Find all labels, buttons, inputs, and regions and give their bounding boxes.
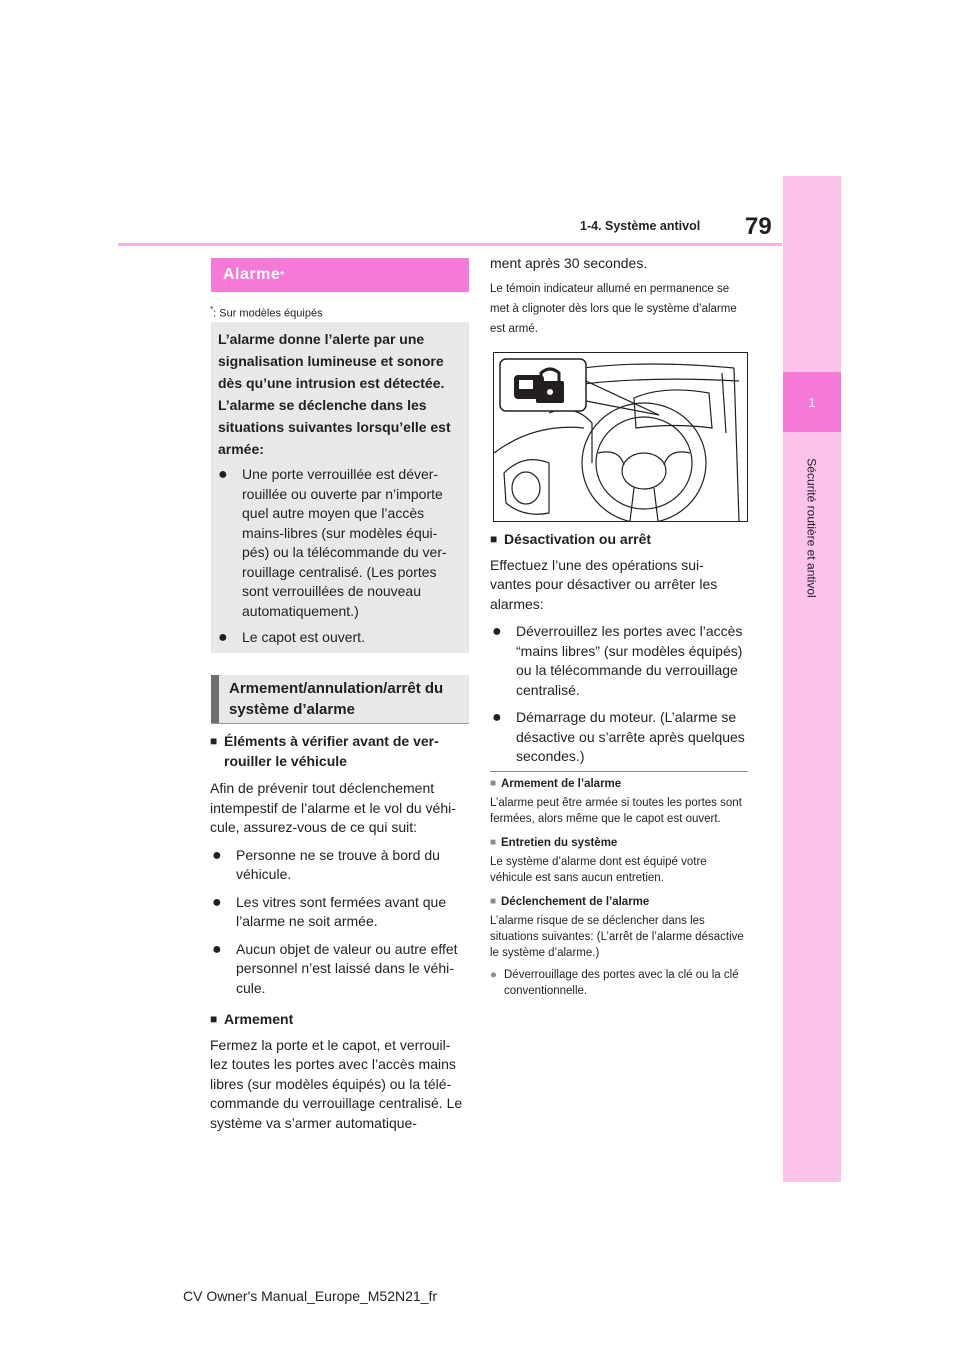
bullet-dot: ● (492, 709, 502, 726)
chapter-number: 1 (783, 372, 841, 432)
deactivation-bullet (490, 622, 748, 700)
note-text: L’alarme risque de se déclencher dans les situations suivantes: (L’arrêt de l’alarme désactive le système d’alarme.) (490, 915, 744, 959)
check-bullet (210, 893, 466, 932)
check-title (210, 732, 466, 771)
square-marker: ■ (490, 896, 497, 907)
note-title-text: Entretien du système (501, 837, 618, 849)
deactivation-block (490, 530, 748, 767)
check-bullet (210, 940, 466, 999)
indicator-text: Le témoin indicateur allumé en permanence se met à clignoter dès lors que le système d’alarme est armé. (490, 283, 737, 335)
alarm-heading (211, 258, 469, 292)
check-bullet-text: Aucun objet de valeur ou autre effet personnel n’est laissé dans le véhi- cule. (236, 940, 458, 996)
alarm-heading-text: Alarme (223, 266, 281, 283)
note-title (490, 894, 748, 910)
check-block (210, 732, 466, 1133)
check-bullet-text: Personne ne se trouve à bord du véhicule. (236, 846, 440, 882)
bullet-dot: ● (490, 969, 497, 981)
note-bullet-text: Déverrouillage des portes avec la clé ou la clé conventionnelle. (504, 969, 739, 997)
chapter-label: Sécurité routière et antivol (805, 457, 819, 598)
footnote-mark: * (210, 305, 214, 314)
square-marker: ■ (490, 532, 498, 546)
note-title-text: Armement de l’alarme (501, 778, 622, 790)
info-bullet (216, 465, 462, 621)
note-title (490, 835, 748, 851)
arming-heading: Armement/annulation/arrêt du système d’alarme (211, 675, 469, 723)
dashboard-drawing (494, 353, 747, 521)
square-marker: ■ (210, 1012, 218, 1026)
bullet-dot: ● (218, 629, 228, 646)
bullet-dot: ● (218, 466, 228, 483)
note-title-text: Déclenchement de l’alarme (501, 896, 650, 908)
square-marker: ■ (490, 837, 497, 848)
info-box-intro: L’alarme donne l’alerte par une signalisation lumineuse et sonore dès qu’une intrusion est détectée. L’alarme se déclenche dans les situations suivantes lorsqu’elle est armée: (218, 331, 451, 457)
footnote-text: : Sur modèles équipés (213, 307, 323, 320)
page-number: 79 (745, 213, 772, 240)
alarm-asterisk: * (280, 269, 285, 281)
bullet-dot: ● (212, 893, 222, 911)
deactivation-intro: Effectuez l’une des opérations sui- vantes pour désactiver ou arrêter les alarmes: (490, 556, 718, 612)
check-title-text: Éléments à vérifier avant de ver- rouiller le véhicule (224, 733, 439, 769)
check-bullet-text: Les vitres sont fermées avant que l’alarme ne soit armée. (236, 893, 447, 929)
note-title (490, 776, 748, 792)
note-text: L’alarme peut être armée si toutes les portes sont fermées, alors même que le capot est ouvert. (490, 797, 742, 825)
deactivation-bullet-text: Déverrouillez les portes avec l’accès “mains libres” (sur modèles équipés) ou la télécommande du verrouillage centralisé. (516, 623, 743, 698)
deactivation-title-text: Désactivation ou arrêt (504, 531, 652, 547)
header-rule (118, 243, 782, 246)
info-bullet-text: Le capot est ouvert. (242, 629, 365, 645)
section-title: 1-4. Système antivol (580, 219, 701, 233)
heading-rule (211, 723, 469, 724)
check-intro: Afin de prévenir tout déclenchement intempestif de l’alarme et le vol du véhi- cule, assurez-vous de ce qui suit: (210, 780, 456, 835)
deactivation-bullet (490, 708, 748, 767)
notes-block (490, 776, 748, 999)
arm-title (210, 1010, 466, 1030)
footer: CV Owner's Manual_Europe_M52N21_fr (183, 1288, 438, 1304)
bullet-dot: ● (492, 623, 502, 640)
footnote (210, 305, 323, 320)
check-bullet (210, 846, 466, 885)
deactivation-title (490, 530, 748, 550)
bullet-dot: ● (212, 940, 222, 958)
square-marker: ■ (210, 734, 218, 748)
note-text: Le système d’alarme dont est équipé votre véhicule est sans aucun entretien. (490, 856, 707, 884)
arm-text: Fermez la porte et le capot, et verrouil- lez toutes les portes avec l’accès mains libres (sur modèles équipés) ou la télé- commande du verrouillage centralisé. Le système va s’armer automatique- (210, 1036, 463, 1131)
note-bullet (490, 967, 748, 999)
arm-text-continued: ment après 30 secondes. (490, 255, 648, 271)
dashboard-illustration (493, 352, 748, 522)
deactivation-bullet-text: Démarrage du moteur. (L’alarme se désactive ou s’arrête après quelques secondes.) (516, 709, 745, 764)
square-marker: ■ (490, 778, 497, 789)
side-tab (783, 176, 841, 1182)
bullet-dot: ● (212, 846, 222, 864)
notes-divider (490, 771, 748, 772)
info-bullet (216, 628, 462, 648)
info-bullet-text: Une porte verrouillée est déver- rouillée ou ouverte par n’importe quel autre moyen que l’accès mains-libres (sur modèles équi- pés) ou la télécommande du ver- rouillage centralisé. (Les portes sont verrouillées de nouveau automatiquement.) (242, 466, 447, 619)
arm-title-text: Armement (224, 1011, 294, 1027)
